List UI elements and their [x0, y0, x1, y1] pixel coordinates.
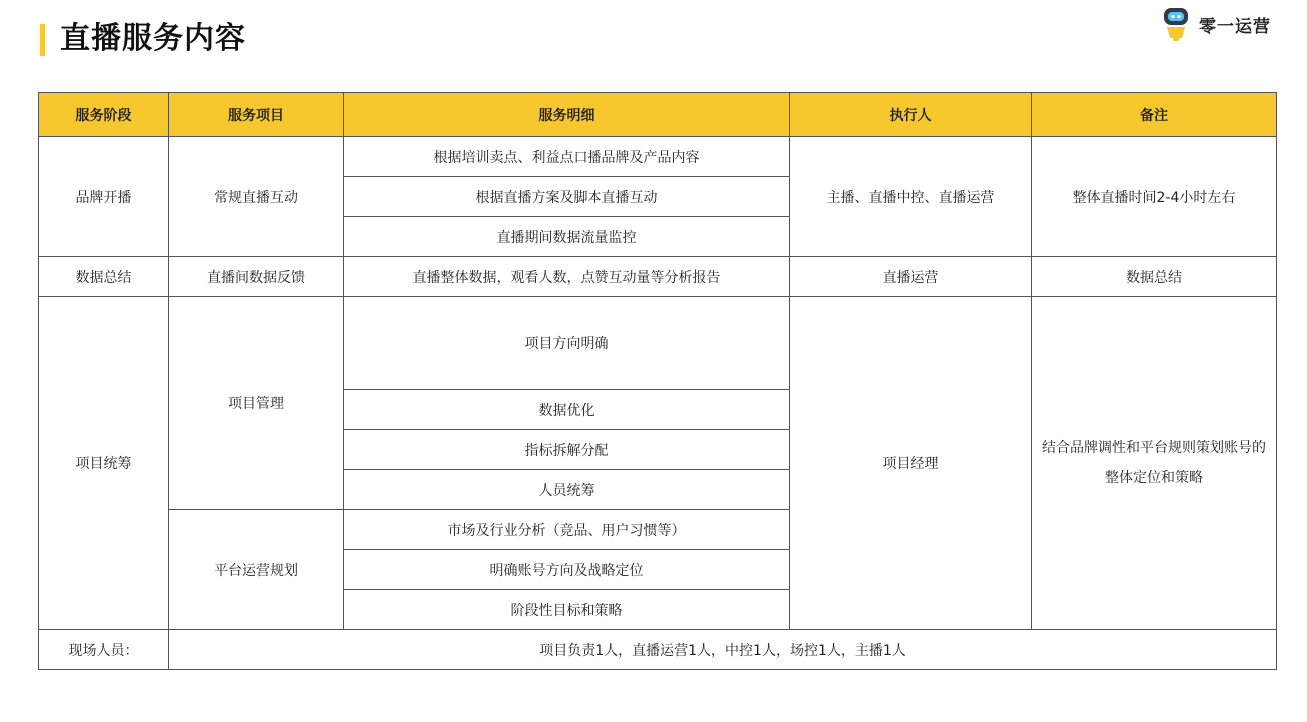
page-title: 直播服务内容	[60, 21, 246, 56]
item-cell: 常规直播互动	[169, 137, 344, 257]
title-accent-bar	[40, 24, 45, 56]
brand-logo	[1161, 6, 1271, 42]
detail-cell: 项目方向明确	[344, 297, 790, 390]
note-cell: 数据总结	[1032, 257, 1277, 297]
detail-cell: 直播期间数据流量监控	[344, 217, 790, 257]
table-row	[39, 257, 1277, 297]
executor-cell: 主播、直播中控、直播运营	[790, 137, 1032, 257]
detail-cell: 明确账号方向及战略定位	[344, 550, 790, 590]
table-row	[39, 297, 1277, 390]
note-cell: 结合品牌调性和平台规则策划账号的整体定位和策略	[1032, 297, 1277, 630]
executor-cell: 直播运营	[790, 257, 1032, 297]
detail-cell: 根据直播方案及脚本直播互动	[344, 177, 790, 217]
detail-cell: 阶段性目标和策略	[344, 590, 790, 630]
header-note: 备注	[1032, 93, 1277, 137]
detail-cell: 根据培训卖点、利益点口播品牌及产品内容	[344, 137, 790, 177]
detail-cell: 人员统筹	[344, 470, 790, 510]
stage-cell: 项目统筹	[39, 297, 169, 630]
detail-cell: 数据优化	[344, 390, 790, 430]
staff-label-cell: 现场人员：	[39, 630, 169, 670]
table-row	[39, 630, 1277, 670]
header-stage: 服务阶段	[39, 93, 169, 137]
table-header-row	[39, 93, 1277, 137]
table-row	[39, 137, 1277, 177]
item-cell: 项目管理	[169, 297, 344, 510]
service-table	[38, 92, 1277, 670]
robot-mascot-icon	[1161, 6, 1191, 42]
stage-cell: 品牌开播	[39, 137, 169, 257]
header-item: 服务项目	[169, 93, 344, 137]
stage-cell: 数据总结	[39, 257, 169, 297]
note-cell: 整体直播时间2-4小时左右	[1032, 137, 1277, 257]
detail-cell: 直播整体数据，观看人数，点赞互动量等分析报告	[344, 257, 790, 297]
header-executor: 执行人	[790, 93, 1032, 137]
logo-text: 零一运营	[1199, 16, 1271, 37]
item-cell: 直播间数据反馈	[169, 257, 344, 297]
detail-cell: 指标拆解分配	[344, 430, 790, 470]
header-detail: 服务明细	[344, 93, 790, 137]
detail-cell: 市场及行业分析（竞品、用户习惯等）	[344, 510, 790, 550]
item-cell: 平台运营规划	[169, 510, 344, 630]
staff-value-cell: 项目负责1人，直播运营1人，中控1人，场控1人，主播1人	[169, 630, 1277, 670]
executor-cell: 项目经理	[790, 297, 1032, 630]
